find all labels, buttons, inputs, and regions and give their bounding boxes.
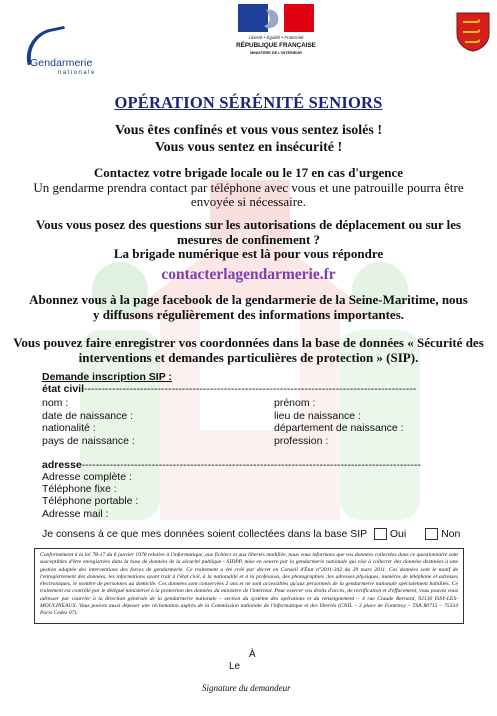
gendarmerie-name: Gendarmerie: [30, 57, 93, 69]
questions-line-3: La brigade numérique est là pour vous répondre: [113, 246, 384, 261]
name-field[interactable]: nom :: [42, 397, 69, 409]
sip-line-1: Vous pouvez faire enregistrer vos coordonnées dans la base de données « Sécurité des: [13, 335, 484, 350]
signature-label: Signature du demandeur: [202, 683, 291, 693]
contact-line-3: envoyée si nécessaire.: [190, 194, 307, 209]
firstname-field[interactable]: prénom :: [274, 397, 316, 409]
birth-department-field[interactable]: département de naissance :: [274, 422, 404, 434]
birthplace-field[interactable]: lieu de naissance :: [274, 409, 361, 422]
email-field[interactable]: Adresse mail :: [42, 507, 109, 520]
civil-status-label: état civil: [42, 383, 85, 395]
landline-phone-field[interactable]: Téléphone fixe :: [42, 483, 117, 496]
mobile-phone-field[interactable]: Téléphone portable :: [42, 495, 139, 508]
republic-motto: Liberté • Égalité • Fraternité: [248, 35, 304, 40]
sip-block: [0, 336, 497, 365]
contact-line-2: Un gendarme prendra contact par téléphone avec vous et une patrouille pourra être: [33, 179, 464, 195]
sip-line-2: interventions et demandes particulières de protection » (SIP).: [78, 349, 419, 365]
place-field[interactable]: À: [249, 649, 256, 660]
gendarmerie-subtitle: nationale: [58, 70, 96, 76]
form-heading: Demande inscription SIP :: [42, 371, 172, 383]
contact-line-1: Contactez votre brigade locale ou le 17 en cas d'urgence: [93, 165, 404, 180]
address-separator: -------------------------------------------------------------------------------------------------: [81, 459, 421, 471]
civil-status-section: [42, 383, 462, 395]
intro-line-2: Vous vous sentez en insécurité !: [154, 140, 343, 155]
civil-fields-right: [274, 397, 404, 447]
address-label: adresse: [42, 459, 82, 471]
intro-line-1: Vous êtes confinés et vous vous sentez isolés !: [114, 123, 383, 138]
consent-text: Je consens à ce que mes données soient collectées dans la base SIP: [42, 528, 367, 540]
consent-no-label: Non: [441, 528, 461, 540]
intro-block: [0, 122, 497, 156]
page-title: OPÉRATION SÉRÉNITÉ SENIORS: [114, 93, 383, 112]
questions-line-2: mesures de confinement ?: [176, 231, 321, 247]
nationality-field[interactable]: nationalité :: [42, 422, 96, 434]
consent-no-checkbox[interactable]: [425, 528, 438, 540]
facebook-block: [0, 293, 497, 322]
contact-block: [0, 166, 497, 210]
consent-yes-checkbox[interactable]: [374, 528, 387, 540]
questions-line-1: Vous vous posez des questions sur les autorisations de déplacement ou sur les: [35, 217, 462, 232]
marianne-flag-icon: [238, 4, 314, 32]
questions-block: [0, 218, 497, 262]
full-address-field[interactable]: Adresse complète :: [42, 471, 132, 483]
civil-status-separator: -----------------------------------------------------------------------------------------------: [84, 383, 417, 395]
date-field[interactable]: Le: [229, 661, 241, 672]
profession-field[interactable]: profession :: [274, 434, 329, 447]
website-link[interactable]: contacterlagendarmerie.fr: [161, 266, 336, 283]
gendarmerie-logo: [22, 30, 112, 80]
consent-row: [42, 528, 460, 540]
address-fields: [42, 471, 138, 520]
facebook-line-1: Abonnez vous à la page facebook de la gendarmerie de la Seine-Maritime, nous: [29, 292, 468, 307]
legal-notice: Conformément à la loi 78-17 du 6 janvier 1978 relative à l'informatique, aux fichiers et aux libertés modifiée, nous vous informons que vos données collectées dans ce questionnaire sont susceptibles d'être enregistrées dans la base de données de la sécurité publique - SIDPP, mise en oeuvre par la gendarmerie nationale qui vise à collecter des données destinées à une gestion adaptée des interventions des forces de gendarmerie. Ce traitement a été créé par décret en Conseil d'État n°2011-342 du 29 mars 2011. Ces données sont le motif de l'enregistrement des données, les informations ayant trait à l'état civil, à la nationalité et à la profession, des photographies ;les adresses physiques, numéros de téléphone et adresses électroniques, le nombre de personnes au domicile. Ces données sont conservées 2 ans et ne sont accessibles qu'aux personnels de la gendarmerie nationale spécialement habilités. Ce traitement est contrôlé par le délégué ministériel à la protection des données du ministère de l'intérieur. Pour exercer vos droits d'accès, de rectification et d'effacement, vous pouvez vous adresser par courrier à la direction générale de la gendarmerie nationale – section du système des opérations et du renseignement – 4 rue Claude Bernard, 92130 ISSY-LES-MOULINEAUX. Vous pouvez aussi déposer une réclamation auprès de la Commission nationale de l'informatique et des libertés (CNIL – 3 place de Fontenoy – TSA 80715 – 75334 Paris Cedex 07).: [34, 548, 464, 624]
consent-yes-label: Oui: [389, 528, 407, 540]
republic-name: RÉPUBLIQUE FRANÇAISE: [236, 42, 316, 49]
republique-francaise-logo: [236, 4, 316, 56]
civil-fields-left: [42, 397, 135, 447]
facebook-line-2: y diffusons régulièrement des informations importantes.: [92, 306, 405, 322]
ministry-name: MINISTÈRE DE L'INTÉRIEUR: [250, 51, 302, 55]
birthdate-field[interactable]: date de naissance :: [42, 409, 134, 422]
birth-country-field[interactable]: pays de naissance :: [42, 434, 135, 447]
address-section: [42, 459, 462, 471]
normandy-coat-of-arms-icon: [456, 12, 490, 52]
